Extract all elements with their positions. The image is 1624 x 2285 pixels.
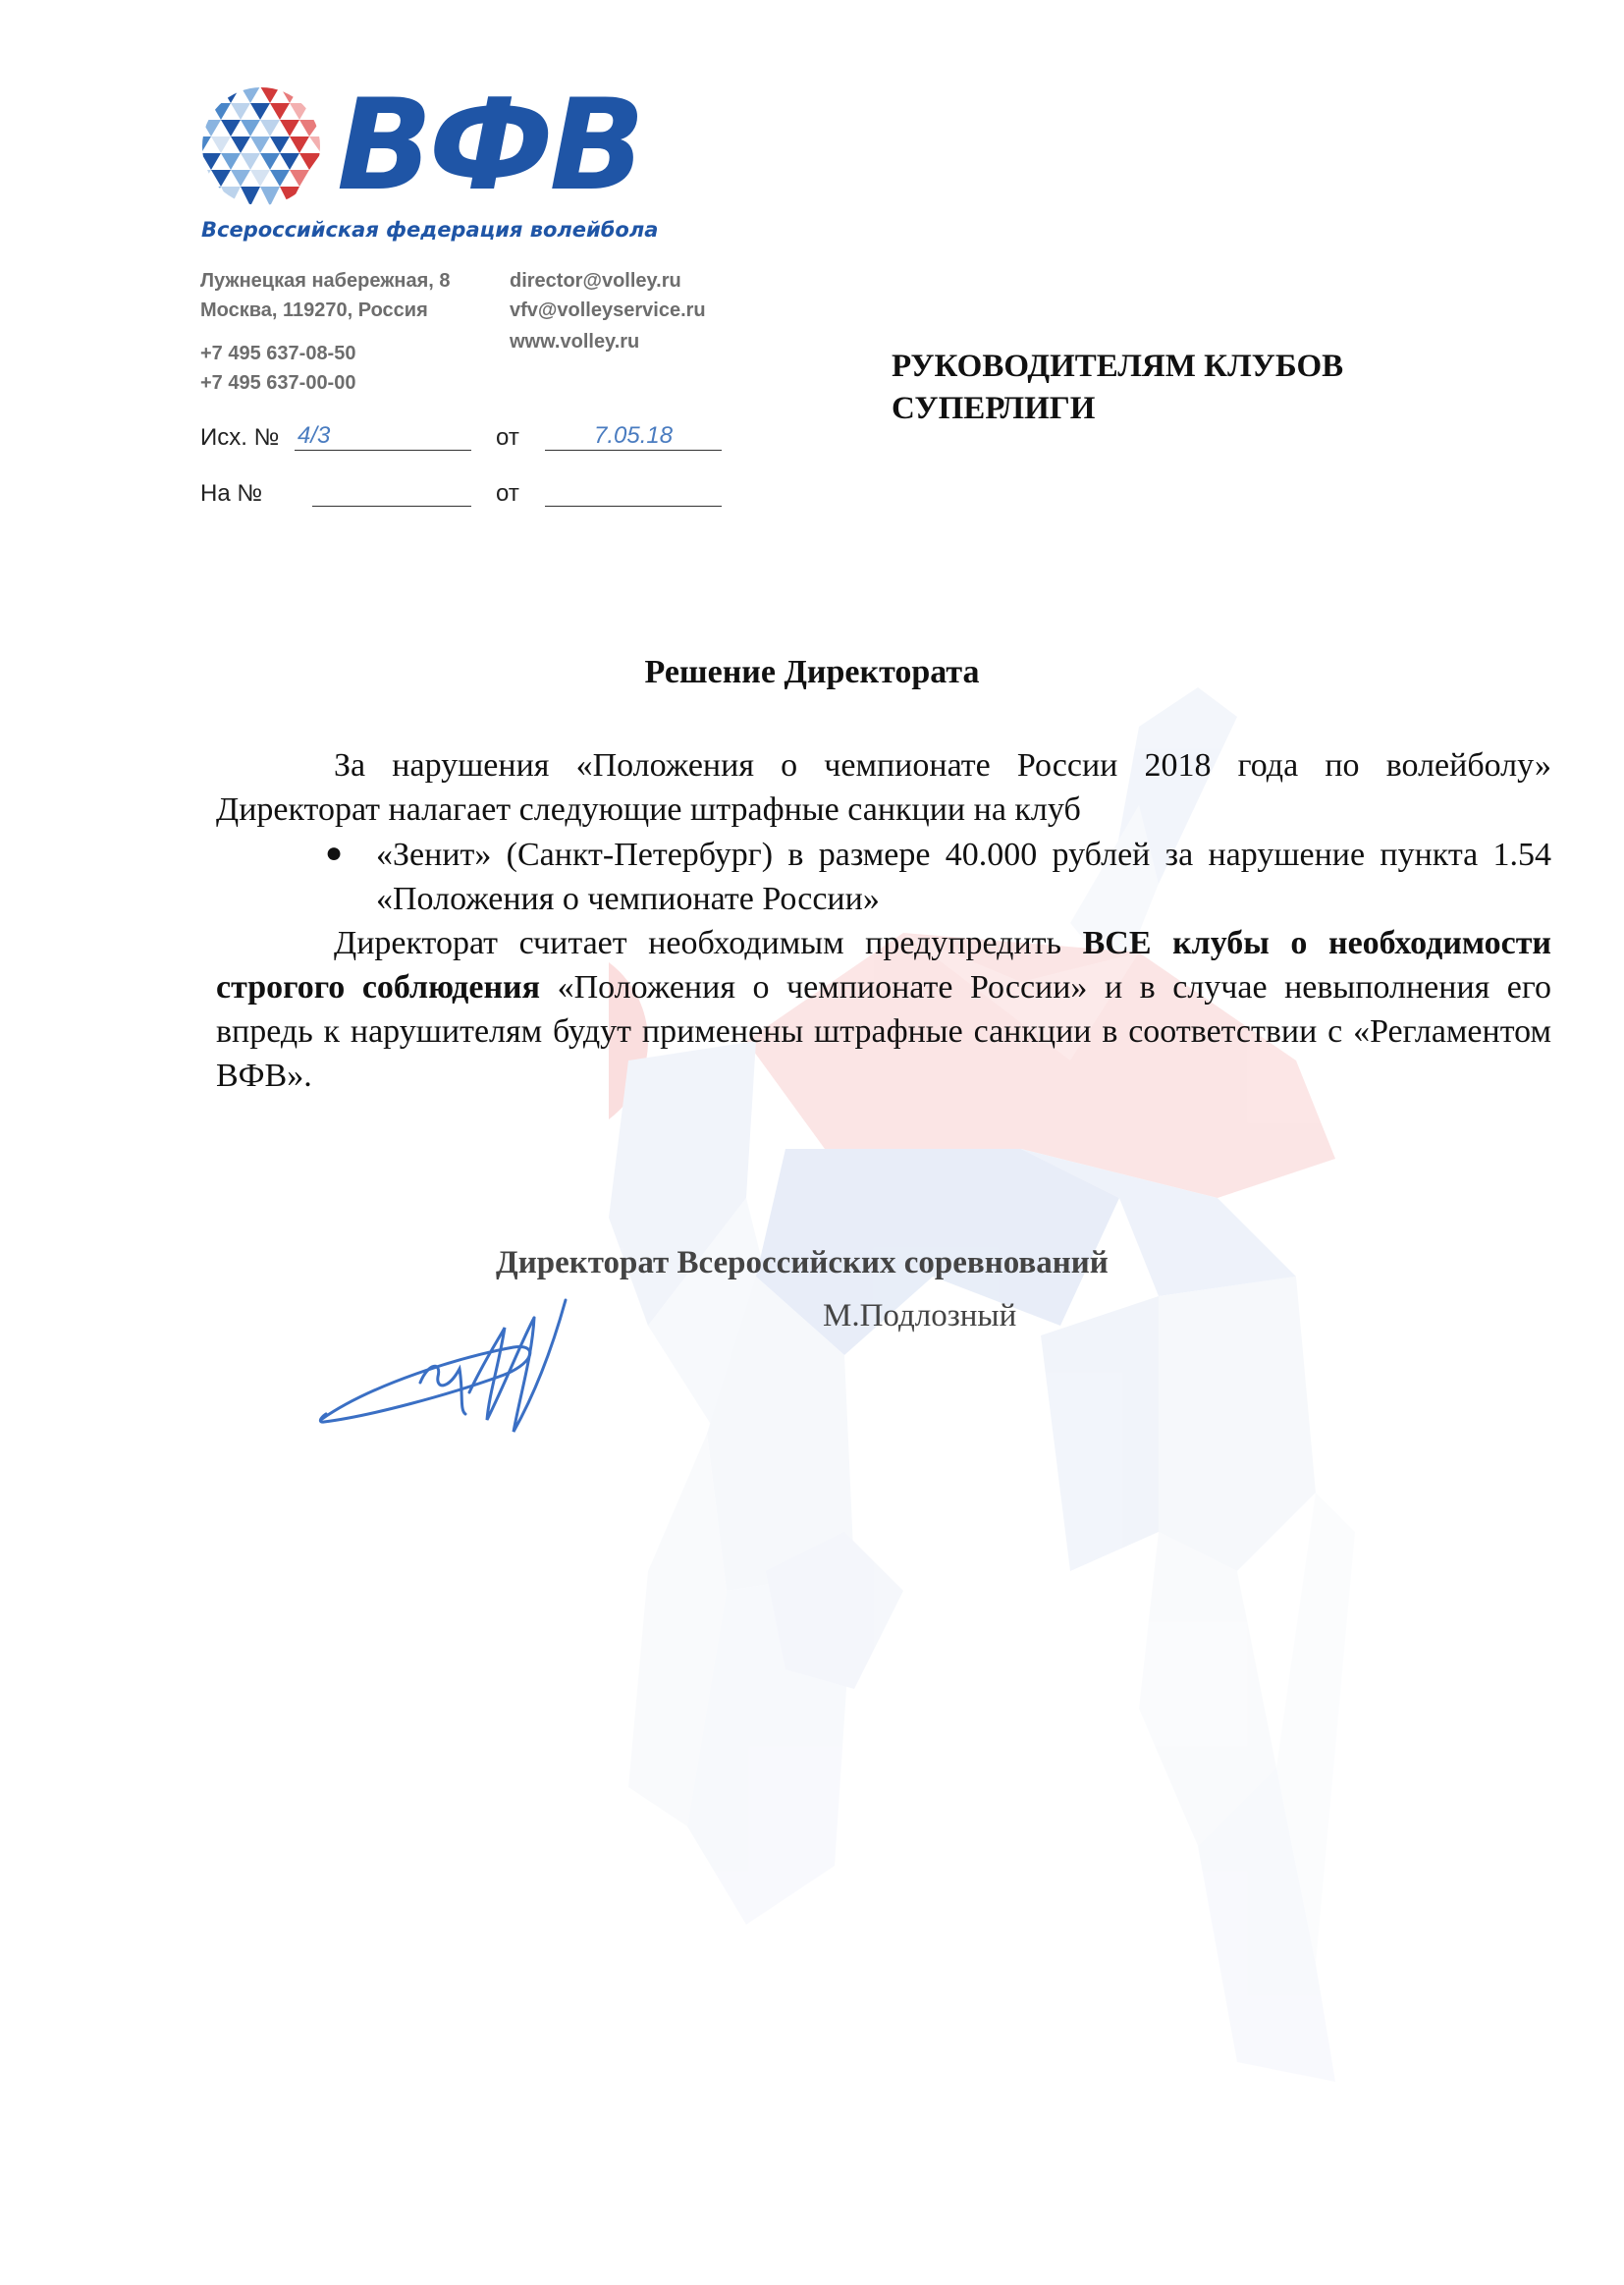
- email-1: director@volley.ru: [510, 270, 681, 292]
- addressee: [892, 346, 1402, 430]
- signatory-name: М.Подлозный: [823, 1298, 1017, 1333]
- outgoing-from-label: от: [496, 424, 519, 451]
- addressee-line2: СУПЕРЛИГИ: [892, 391, 1096, 426]
- email-2: vfv@volleyservice.ru: [510, 299, 706, 321]
- incoming-date-line: [545, 480, 722, 507]
- incoming-number-line: [312, 480, 471, 507]
- bullet-icon: ●: [325, 837, 344, 869]
- paragraph-2-emphasis: ВСЕ клубы о необходимости строгого соблюдения: [216, 925, 1551, 1006]
- address-line1: Лужнецкая набережная, 8: [200, 270, 451, 292]
- paragraph-1: За нарушения «Положения о чемпионате России 2018 года по волейболу» Директорат налагает следующие штрафные санкции на клуб: [216, 747, 1551, 828]
- outgoing-date: 7.05.18: [594, 422, 674, 449]
- signatory-title: Директорат Всероссийских соревнований: [496, 1245, 1109, 1280]
- signature-icon: [312, 1267, 666, 1443]
- logo-wordmark: ВФВ: [337, 73, 642, 219]
- incoming-label: На №: [200, 480, 263, 507]
- paragraph-2-start: Директорат считает необходимым предупредить: [334, 925, 1083, 961]
- outgoing-number: 4/3: [298, 422, 331, 449]
- phone-2: +7 495 637-00-00: [200, 372, 356, 394]
- phone-1: +7 495 637-08-50: [200, 343, 356, 364]
- addressee-line1: РУКОВОДИТЕЛЯМ КЛУБОВ: [892, 349, 1344, 384]
- vfv-logo-mark-icon: [201, 86, 321, 206]
- penalty-item-text: «Зенит» (Санкт-Петербург) в размере 40.000 рублей за нарушение пункта 1.54 «Положения о чемпионате России»: [376, 837, 1551, 917]
- outgoing-label: Исх. №: [200, 424, 280, 451]
- paragraph-2: [216, 921, 1551, 1098]
- paragraph-2-end: «Положения о чемпионате России» и в случае невыполнения его впредь к нарушителям будут применены штрафные санкции в соответствии с «Регламентом ВФВ».: [216, 969, 1551, 1094]
- logo-subtitle: Всероссийская федерация волейбола: [201, 218, 659, 242]
- incoming-from-label: от: [496, 480, 519, 507]
- website: www.volley.ru: [510, 331, 640, 353]
- document-title: Решение Директората: [644, 654, 980, 690]
- address-line2: Москва, 119270, Россия: [200, 299, 428, 321]
